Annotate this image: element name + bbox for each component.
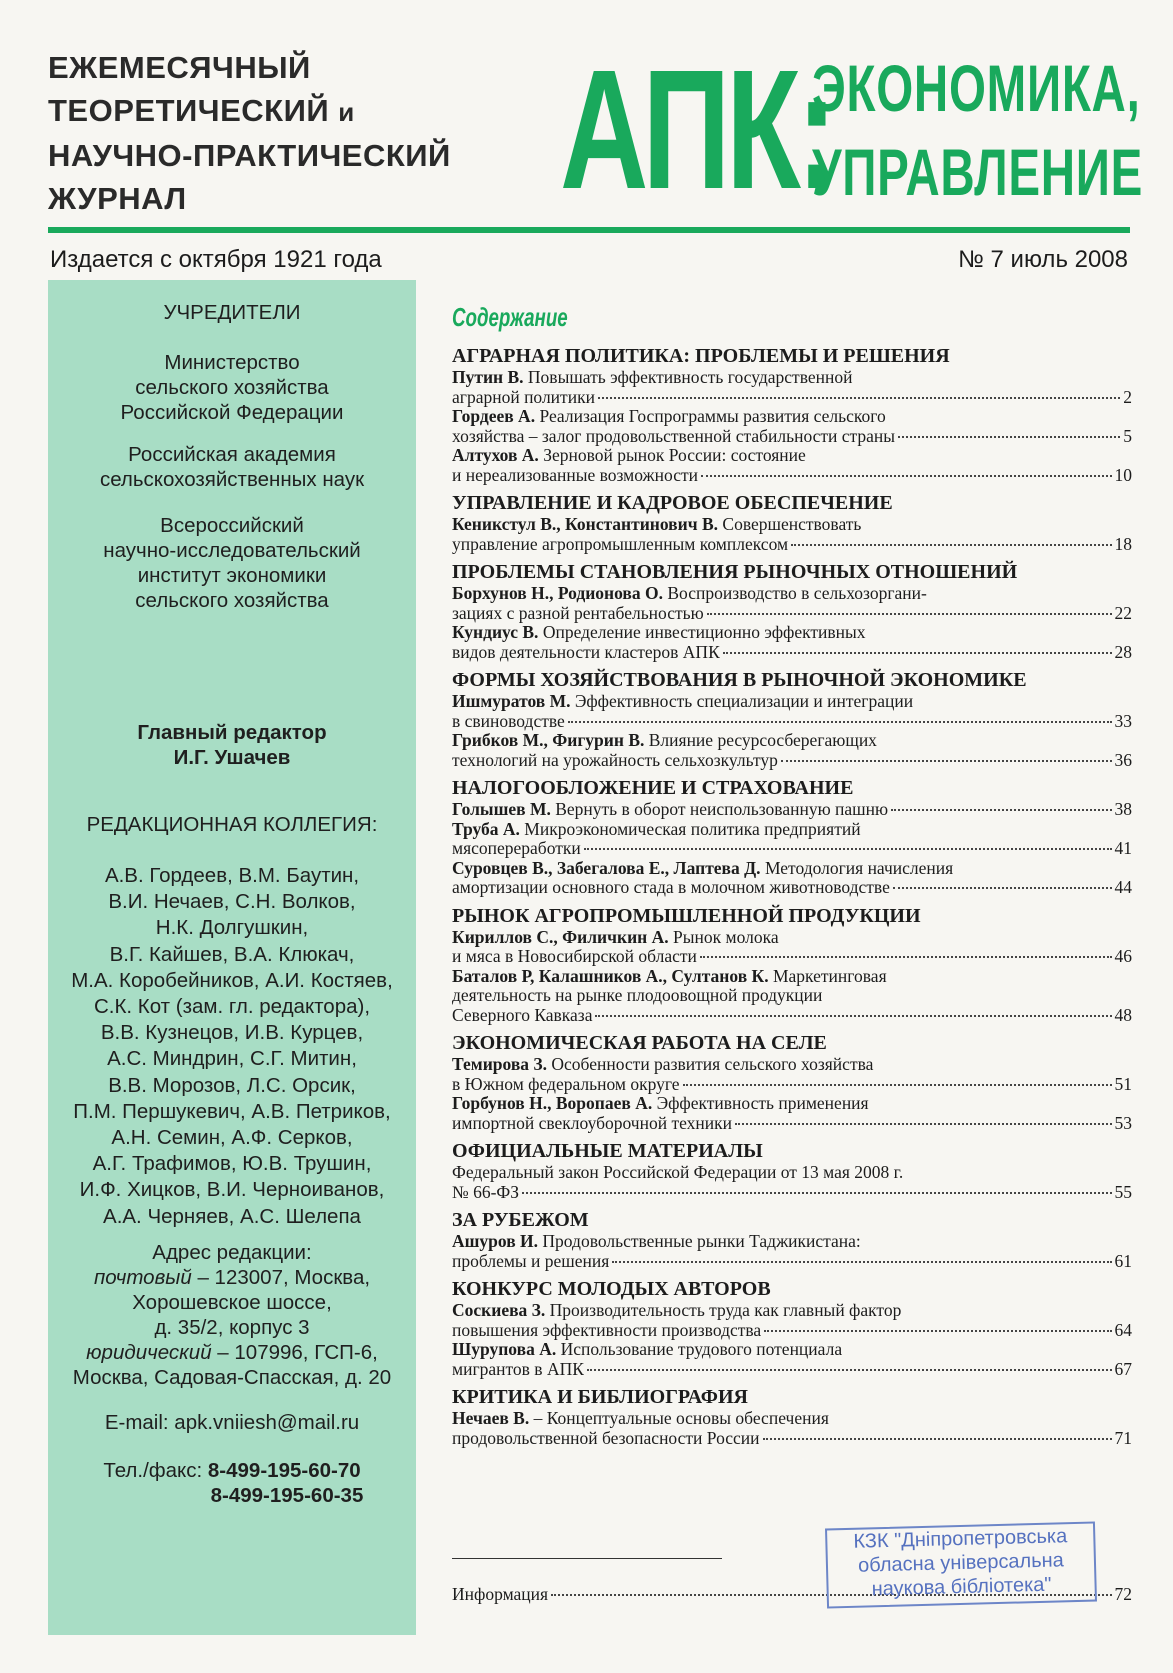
toc-entry-title: управление агропромышленным комплексом (452, 533, 789, 554)
toc-author: Кириллов С., Филичкин А. (452, 926, 669, 947)
email-text: E-mail: apk.vniiesh@mail.ru (104, 1411, 360, 1434)
toc-entry (452, 859, 1132, 898)
toc-page-number: 46 (1114, 946, 1132, 966)
leader-dots (893, 887, 1112, 889)
toc-entry-title: и нереализованные возможности (452, 464, 698, 485)
leader-dots (584, 848, 1112, 850)
logo-title (812, 46, 1143, 214)
toc-section-title: УПРАВЛЕНИЕ И КАДРОВОЕ ОБЕСПЕЧЕНИЕ (452, 492, 893, 514)
toc-entry-title: № 66-ФЗ (452, 1181, 519, 1202)
founder-institute (48, 513, 416, 613)
toc-page-number: 44 (1114, 877, 1132, 897)
toc-entry (452, 928, 1132, 967)
toc-entry-title: Совершенствовать (718, 514, 862, 534)
legal-line: – 107996, ГСП-6, (211, 1341, 378, 1364)
since-text: Издается с октября 1921 года (50, 246, 382, 273)
toc-entry (452, 584, 1132, 623)
toc-entry (452, 1163, 1132, 1202)
leader-dots (764, 1330, 1111, 1332)
toc-author: Ишмуратов М. (452, 691, 571, 711)
toc-page-number: 48 (1114, 1004, 1132, 1025)
founder-line: Министерство (164, 351, 300, 374)
toc-entry-title: хозяйства – залог продовольственной стабильности страны (452, 425, 896, 446)
toc-author: Грибков М., Фигурин В. (452, 730, 645, 750)
header-rule (48, 227, 1130, 233)
board-member-line: А.Г. Трафимов, Ю.В. Трушин, (92, 1152, 372, 1176)
postal-line: д. 35/2, корпус 3 (154, 1316, 310, 1339)
toc-page-number: 61 (1114, 1250, 1132, 1271)
toc-section-title: ОФИЦИАЛЬНЫЕ МАТЕРИАЛЫ (452, 1140, 763, 1162)
toc-author: Путин В. (452, 367, 524, 387)
founder-line: Российской Федерации (120, 401, 344, 424)
founder-line: Российская академия (128, 443, 336, 466)
toc-entry-title: амортизации основного стада в молочном животноводстве (452, 877, 890, 897)
toc-entry-title: Эффективность применения (652, 1093, 869, 1113)
toc-entry-title: и мяса в Новосибирской области (452, 946, 697, 966)
toc-entry-title: Федеральный закон Российской Федерации от 13 мая 2008 г. (452, 1162, 904, 1182)
toc-entry (452, 1094, 1132, 1133)
toc-entry (452, 820, 1132, 859)
toc-entry-title: мясопереработки (452, 838, 581, 858)
toc-entry-title: Зерновой рынок России: состояние (538, 445, 806, 465)
leader-dots (707, 613, 1112, 615)
toc-entry-title: Северного Кавказа (452, 1004, 593, 1025)
founder-line: сельскохозяйственных наук (99, 468, 365, 491)
toc-entry-title: Особенности развития сельского хозяйства (547, 1054, 874, 1074)
leader-dots (598, 397, 1120, 399)
toc-page-number: 53 (1114, 1112, 1132, 1133)
toc-entry-title: импортной свеклоуборочной техники (452, 1112, 732, 1133)
toc-divider (452, 1558, 722, 1559)
board-member-line: П.М. Першукевич, А.В. Петриков, (73, 1099, 391, 1123)
toc-author: Баталов Р, Калашников А., Султанов К. (452, 965, 769, 986)
toc-page-number: 10 (1114, 464, 1132, 485)
founder-line: научно-исследовательский (103, 539, 361, 562)
leader-dots (701, 475, 1112, 477)
library-stamp (825, 1521, 1097, 1608)
toc-section-title: ПРОБЛЕМЫ СТАНОВЛЕНИЯ РЫНОЧНЫХ ОТНОШЕНИЙ (452, 561, 1018, 583)
phone-2: 8-499-195-60-35 (210, 1484, 364, 1507)
board-member-line: С.К. Кот (зам. гл. редактора), (93, 995, 371, 1019)
toc-page-number: 67 (1114, 1358, 1132, 1379)
toc-page-number: 5 (1123, 425, 1132, 446)
phone-label: Тел./факс: (103, 1459, 208, 1482)
toc-entry (452, 731, 1132, 770)
description-line-1: ЕЖЕМЕСЯЧНЫЙ (48, 50, 311, 85)
toc-title: Содержание (452, 302, 568, 332)
toc-entry-title: видов деятельности кластеров АПК (452, 641, 720, 662)
toc-entry-title: Влияние ресурсосберегающих (644, 730, 877, 750)
toc-entry (452, 1055, 1132, 1094)
toc-entry-title: повышения эффективности производства (452, 1319, 762, 1340)
description-line-3: НАУЧНО-ПРАКТИЧЕСКИЙ (48, 138, 451, 173)
leader-dots (700, 956, 1112, 958)
toc-page-number: 55 (1114, 1181, 1132, 1202)
toc-entry-title: Вернуть в оборот неиспользованную пашню (550, 799, 889, 819)
postal-label: почтовый (93, 1266, 192, 1289)
toc-page-number: 51 (1114, 1073, 1132, 1094)
board-member-line: В.И. Нечаев, С.Н. Волков, (108, 890, 356, 914)
toc-section-title: ЗА РУБЕЖОМ (452, 1209, 589, 1231)
toc-section-title: ФОРМЫ ХОЗЯЙСТВОВАНИЯ В РЫНОЧНОЙ ЭКОНОМИКЕ (452, 669, 1027, 691)
board-member-line: Н.К. Долгушкин, (155, 916, 309, 940)
leader-dots (763, 1438, 1112, 1440)
toc-entry-title: проблемы и решения (452, 1250, 610, 1271)
toc-entry-title: Продовольственные рынки Таджикистана: (538, 1231, 861, 1251)
toc-entry-title: Производительность труда как главный фактор (545, 1300, 902, 1320)
toc-author: Нечаев В. (452, 1408, 530, 1428)
toc-entry-title: Определение инвестиционно эффективных (538, 622, 866, 642)
editorial-board (48, 863, 416, 1230)
toc-entry-title: Воспроизводство в сельхозоргани- (663, 583, 927, 603)
toc-entry-title: – Концептуальные основы обеспечения (529, 1408, 829, 1428)
toc-entry (452, 368, 1132, 407)
founder-ministry (48, 350, 416, 425)
table-of-contents (452, 338, 1132, 1448)
toc-entry (452, 1409, 1132, 1448)
sidebar-panel (48, 280, 416, 1635)
leader-dots (612, 1261, 1111, 1263)
leader-dots (683, 1084, 1112, 1086)
toc-entry (452, 1232, 1132, 1271)
toc-section-title: ЭКОНОМИЧЕСКАЯ РАБОТА НА СЕЛЕ (452, 1032, 827, 1054)
legal-line: Москва, Садовая-Спасская, д. 20 (72, 1366, 392, 1389)
toc-author: Горбунов Н., Воропаев А. (452, 1093, 653, 1113)
editor-name: И.Г. Ушачев (173, 746, 291, 769)
toc-author: Суровцев В., Забегалова Е., Лаптева Д. (452, 857, 761, 878)
toc-author: Голышев М. (452, 799, 551, 819)
leader-dots (735, 1123, 1112, 1125)
toc-entry-title: Методология начисления (760, 857, 954, 878)
issue-number: № 7 июль 2008 (958, 246, 1128, 273)
toc-author: Шурупова А. (452, 1339, 557, 1359)
toc-entry-title: аграрной политики (452, 386, 595, 407)
toc-entry-title: Эффективность специализации и интеграции (570, 691, 914, 711)
toc-entry (452, 446, 1132, 485)
toc-section-title: РЫНОК АГРОПРОМЫШЛЕННОЙ ПРОДУКЦИИ (452, 904, 921, 927)
toc-page-number: 38 (1114, 799, 1132, 819)
postal-line: – 123007, Москва, (191, 1266, 371, 1289)
leader-dots (595, 1015, 1111, 1017)
leader-dots (522, 1192, 1112, 1194)
toc-entry-title: Микроэкономическая политика предприятий (519, 818, 861, 839)
toc-author: Темирова З. (452, 1054, 548, 1074)
founder-academy (48, 442, 416, 492)
toc-entry-title: в Южном федеральном округе (452, 1073, 680, 1094)
description-conj: и (338, 97, 355, 127)
leader-dots (568, 721, 1112, 723)
info-label: Информация (452, 1584, 549, 1604)
toc-author: Борхунов Н., Родионова О. (452, 583, 663, 603)
address-block (48, 1240, 416, 1390)
chief-editor (48, 720, 416, 770)
toc-entry-title: Использование трудового потенциала (556, 1339, 843, 1359)
toc-section-title: АГРАРНАЯ ПОЛИТИКА: ПРОБЛЕМЫ И РЕШЕНИЯ (452, 345, 950, 367)
toc-section-title: НАЛОГООБЛОЖЕНИЕ И СТРАХОВАНИЕ (452, 777, 854, 799)
board-member-line: В.В. Кузнецов, И.В. Курцев, (100, 1021, 364, 1045)
toc-section-title: КОНКУРС МОЛОДЫХ АВТОРОВ (452, 1278, 771, 1300)
toc-entry-title: в свиноводстве (452, 710, 565, 731)
logo-line-2: УПРАВЛЕНИЕ (812, 135, 1144, 209)
address-title: Адрес редакции: (152, 1241, 312, 1264)
toc-entry (452, 623, 1132, 662)
leader-dots (898, 436, 1120, 438)
toc-entry (452, 967, 1132, 1026)
board-title: РЕДАКЦИОННАЯ КОЛЛЕГИЯ: (86, 813, 378, 836)
toc-entry-title: Рынок молока (668, 926, 779, 947)
founder-line: Всероссийский (160, 514, 304, 537)
leader-dots (781, 760, 1112, 762)
board-member-line: А.В. Гордеев, В.М. Баутин, (104, 864, 360, 887)
toc-author: Кеникстул В., Константинович В. (452, 514, 719, 534)
toc-page-number: 33 (1114, 710, 1132, 731)
toc-entry-title: Повышать эффективность государственной (523, 367, 853, 387)
toc-entry-title: зациях с разной рентабельностью (452, 602, 704, 623)
toc-entry (452, 1340, 1132, 1379)
board-member-line: А.Н. Семин, А.Ф. Серков, (111, 1126, 353, 1150)
info-page: 72 (1114, 1584, 1132, 1604)
leader-dots (723, 652, 1112, 654)
toc-author: Ашуров И. (452, 1231, 539, 1251)
board-member-line: В.В. Морозов, Л.С. Орсик, (108, 1073, 356, 1097)
toc-entry-title: технологий на урожайность сельхозкультур (452, 749, 778, 770)
stamp-line: КЗК "Дніпропетровська (853, 1525, 1068, 1553)
leader-dots (891, 809, 1111, 811)
description-line-2: ТЕОРЕТИЧЕСКИЙ (48, 93, 330, 128)
logo-line-1: ЭКОНОМИКА, (812, 51, 1141, 125)
toc-page-number: 18 (1114, 533, 1132, 554)
founder-line: сельского хозяйства (135, 376, 329, 399)
postal-line: Хорошевское шоссе, (132, 1291, 332, 1314)
toc-page-number: 22 (1114, 602, 1132, 623)
toc-author: Труба А. (452, 818, 520, 839)
toc-page-number: 2 (1123, 386, 1132, 407)
toc-entry (452, 692, 1132, 731)
journal-description (48, 46, 568, 220)
board-member-line: В.Г. Кайшев, В.А. Клюкач, (109, 942, 355, 966)
founders-title: УЧРЕДИТЕЛИ (163, 301, 301, 324)
phone-block (48, 1458, 416, 1508)
toc-page-number: 28 (1114, 641, 1132, 662)
toc-page-number: 64 (1114, 1319, 1132, 1340)
legal-label: юридический (86, 1341, 212, 1364)
toc-entry (452, 515, 1132, 554)
board-member-line: А.А. Черняев, А.С. Шелепа (103, 1204, 361, 1228)
phone-1: 8-499-195-60-70 (207, 1459, 361, 1482)
leader-dots (791, 544, 1111, 546)
toc-entry-title: мигрантов в АПК (452, 1358, 584, 1379)
toc-entry (452, 407, 1132, 446)
logo-apk: АПК: (560, 35, 833, 225)
toc-entry-title: деятельность на рынке плодоовощной продукции (452, 985, 823, 1005)
toc-entry-title: Реализация Госпрограммы развития сельского (535, 406, 886, 426)
stamp-line: обласна універсальна (857, 1549, 1065, 1577)
toc-page-number: 41 (1114, 838, 1132, 858)
editor-title: Главный редактор (137, 721, 327, 744)
toc-author: Алтухов А. (452, 445, 539, 465)
stamp-line: наукова бібліотека" (871, 1573, 1052, 1601)
toc-author: Гордеев А. (452, 406, 536, 426)
toc-entry-title: Маркетинговая (768, 965, 887, 986)
toc-entry (452, 1301, 1132, 1340)
founder-line: сельского хозяйства (135, 589, 329, 612)
board-member-line: М.А. Коробейников, А.И. Костяев, (71, 968, 393, 992)
founder-line: институт экономики (137, 564, 327, 587)
toc-page-number: 36 (1114, 749, 1132, 770)
board-member-line: И.Ф. Хицков, В.И. Черноиванов, (79, 1178, 385, 1202)
description-line-4: ЖУРНАЛ (48, 181, 187, 216)
leader-dots (587, 1369, 1112, 1371)
toc-author: Соскиева З. (452, 1300, 546, 1320)
toc-page-number: 71 (1114, 1427, 1132, 1448)
toc-entry-title: продовольственной безопасности России (452, 1427, 760, 1448)
board-member-line: А.С. Миндрин, С.Г. Митин, (107, 1047, 357, 1071)
toc-author: Кундиус В. (452, 622, 539, 642)
toc-section-title: КРИТИКА И БИБЛИОГРАФИЯ (452, 1386, 748, 1408)
toc-entry (452, 800, 1132, 820)
